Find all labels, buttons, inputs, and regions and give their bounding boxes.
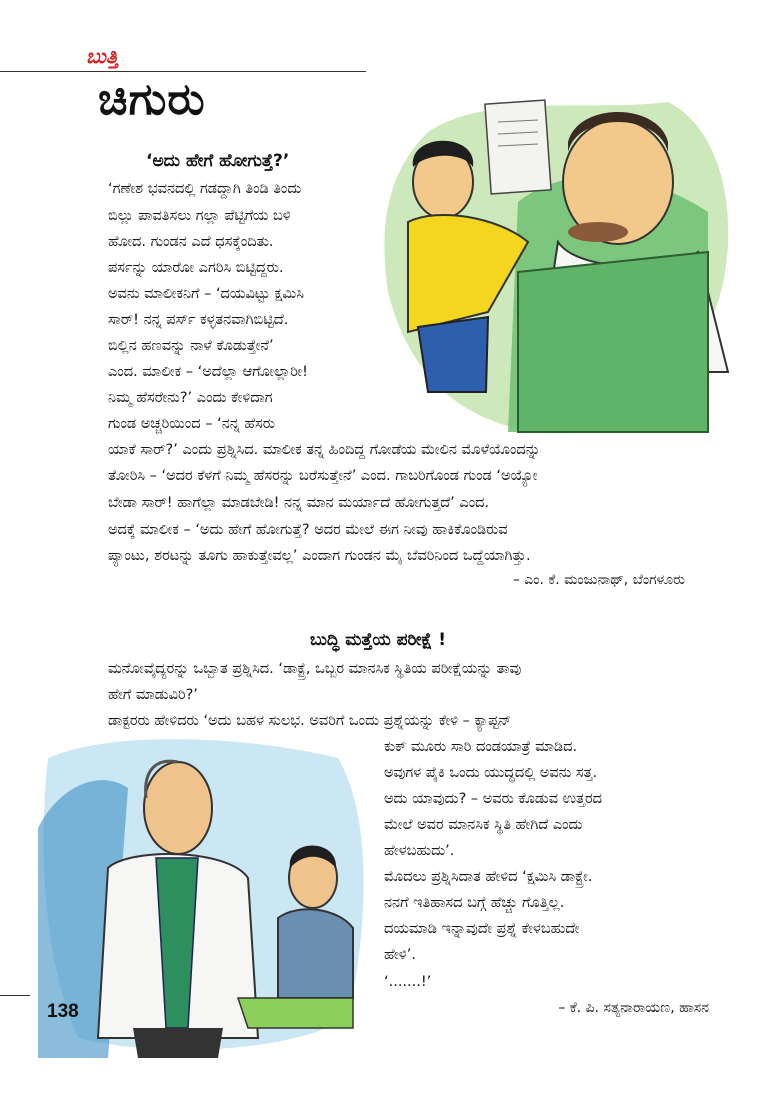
story1-line: ಯಾಕೆ ಸಾರ್?’ ಎಂದು ಪ್ರಶ್ನಿಸಿದ. ಮಾಲೀಕ ತನ್ನ ಹಿಂದಿದ್ದ ಗೋಡೆಯ ಮೇಲಿನ ಮೊಳೆಯೊಂದನ್ನು xyxy=(108,442,541,458)
story2-line: ಹೇಳಬಹುದು’. xyxy=(384,843,455,859)
story2-line: ಕುಕ್ ಮೂರು ಸಾರಿ ದಂಡಯಾತ್ರೆ ಮಾಡಿದ. xyxy=(384,739,578,755)
story2-line: ಹೇಳಿ’. xyxy=(384,947,416,963)
story2-line: ಅವುಗಳ ಪೈಕಿ ಒಂದು ಯುದ್ಧದಲ್ಲಿ ಅವನು ಸತ್ತ. xyxy=(384,765,598,781)
page-number: 138 xyxy=(47,1001,79,1022)
masthead-title: ಚಿಗುರು xyxy=(98,74,206,125)
story2-line: ಹೇಗೆ ಮಾಡುವಿರಿ?’ xyxy=(108,687,198,703)
story1-line: ಅವನು ಮಾಲೀಕನಿಗೆ – ‘ದಯವಿಟ್ಟು ಕ್ಷಮಿಸಿ xyxy=(108,286,304,302)
story1-line: ಪ್ಯಾಂಟು, ಶರಟನ್ನು ತೂಗು ಹಾಕುತ್ತೇವಲ್ಲ’ ಎಂದಾಗ ಗುಂಡನ ಮೈ ಬೆವರಿನಿಂದ ಒದ್ದೆಯಾಗಿತ್ತು. xyxy=(108,548,531,564)
story1-title: ‘ಅದು ಹೇಗೆ ಹೋಗುತ್ತೆ?’ xyxy=(146,151,290,171)
story1-line: ಗುಂಡ ಅಚ್ಚರಿಯಿಂದ – ‘ನನ್ನ ಹೆಸರು xyxy=(108,416,276,432)
story1-line: ನಿಮ್ಮ ಹೆಸರೇನು?’ ಎಂದು ಕೇಳಿದಾಗ xyxy=(108,390,273,406)
story2-line: ಡಾಕ್ಟರರು ಹೇಳಿದರು ‘ಅದು ಬಹಳ ಸುಲಭ. ಅವರಿಗೆ ಒಂದು ಪ್ರಶ್ನೆಯನ್ನು ಕೇಳಿ – ಕ್ಯಾಪ್ಟನ್ xyxy=(108,713,512,729)
story2-credit: – ಕೆ. ಪಿ. ಸತ್ಯನಾರಾಯಣ, ಹಾಸನ xyxy=(558,1000,709,1016)
section-tag: ಬುತ್ತಿ xyxy=(86,44,119,68)
doctor-illustration xyxy=(38,728,378,1058)
cashier-illustration-svg xyxy=(368,72,740,448)
story1-line: ಹೋದ. ಗುಂಡನ ಎದೆ ಧಸಕ್ಕೆಂದಿತು. xyxy=(108,234,274,250)
story1-line: ಬಿಲ್ಲಿನ ಹಣವನ್ನು ನಾಳೆ ಕೊಡುತ್ತೇನೆ’ xyxy=(108,338,274,354)
story2-line: ಮೇಲೆ ಅವರ ಮಾನಸಿಕ ಸ್ಥಿತಿ ಹೇಗಿದೆ ಎಂದು xyxy=(384,817,583,833)
cashier-illustration xyxy=(368,72,740,448)
story2-line: ಮೊದಲು ಪ್ರಶ್ನಿಸಿದಾತ ಹೇಳಿದ ‘ಕ್ಷಮಿಸಿ ಡಾಕ್ಟ್ರೇ. xyxy=(384,869,593,885)
story1-line: ಬೇಡಾ ಸಾರ್! ಹಾಗೆಲ್ಲಾ ಮಾಡಬೇಡಿ! ನನ್ನ ಮಾನ ಮರ್ಯಾದೆ ಹೋಗುತ್ತದೆ’ ಎಂದ. xyxy=(108,495,490,511)
story2-line: ಮನೋವೈದ್ಯರನ್ನು ಒಬ್ಬಾತ ಪ್ರಶ್ನಿಸಿದ. ‘ಡಾಕ್ಟ್ರೆ, ಒಬ್ಬರ ಮಾನಸಿಕ ಸ್ಥಿತಿಯ ಪರೀಕ್ಷೆಯನ್ನು ತಾವು xyxy=(108,661,522,677)
story2-title: ಬುದ್ಧಿ ಮತ್ತೆಯ ಪರೀಕ್ಷೆ ! xyxy=(310,630,447,650)
story2-line: ‘.......!’ xyxy=(384,974,432,990)
story1-line: ಬಿಲ್ಲು ಪಾವತಿಸಲು ಗಲ್ಲಾ ಪೆಟ್ಟಿಗೆಯ ಬಳಿ xyxy=(108,208,291,224)
story1-line: ‘ಗಣೇಶ ಭವನದಲ್ಲಿ ಗಡದ್ದಾಗಿ ತಿಂಡಿ ತಿಂದು xyxy=(108,181,302,197)
story1-line: ಎಂದ. ಮಾಲೀಕ – ‘ಅದೆಲ್ಲಾ ಆಗೋಲ್ಲಾರೀ! xyxy=(108,364,308,380)
story1-credit: – ಎಂ. ಕೆ. ಮಂಜುನಾಥ್, ಬೆಂಗಳೂರು xyxy=(512,572,685,588)
story2-line: ದಯಮಾಡಿ ಇನ್ನಾವುದೇ ಪ್ರಶ್ನೆ ಕೇಳಬಹುದೇ xyxy=(384,921,580,937)
header-rule xyxy=(0,71,366,72)
story2-line: ಅದು ಯಾವುದು? – ಅವರು ಕೊಡುವ ಉತ್ತರದ xyxy=(384,791,603,807)
footer-rule xyxy=(0,995,30,996)
doctor-illustration-svg xyxy=(38,728,378,1058)
story1-line: ತೋರಿಸಿ – ‘ಅದರ ಕೆಳಗೆ ನಿಮ್ಮ ಹೆಸರನ್ನು ಬರೆಸುತ್ತೇನೆ’ ಎಂದ. ಗಾಬರಿಗೊಂಡ ಗುಂಡ ‘ಅಯ್ಯೋ xyxy=(108,468,538,484)
story1-line: ಪರ್ಸನ್ನು ಯಾರೋ ಎಗರಿಸಿ ಬಿಟ್ಟಿದ್ದರು. xyxy=(108,260,284,276)
story2-line: ನನಗೆ ಇತಿಹಾಸದ ಬಗ್ಗೆ ಹೆಚ್ಚು ಗೊತ್ತಿಲ್ಲ. xyxy=(384,895,565,911)
story1-line: ಸಾರ್! ನನ್ನ ಪರ್ಸ್ ಕಳ್ಳತನವಾಗಿಬಿಟ್ಟಿದೆ. xyxy=(108,312,289,328)
story1-line: ಅದಕ್ಕೆ ಮಾಲೀಕ – ‘ಅದು ಹೇಗೆ ಹೋಗುತ್ತೆ? ಅದರ ಮೇಲೆ ಈಗ ನೀವು ಹಾಕಿಕೊಂಡಿರುವ xyxy=(108,522,508,538)
